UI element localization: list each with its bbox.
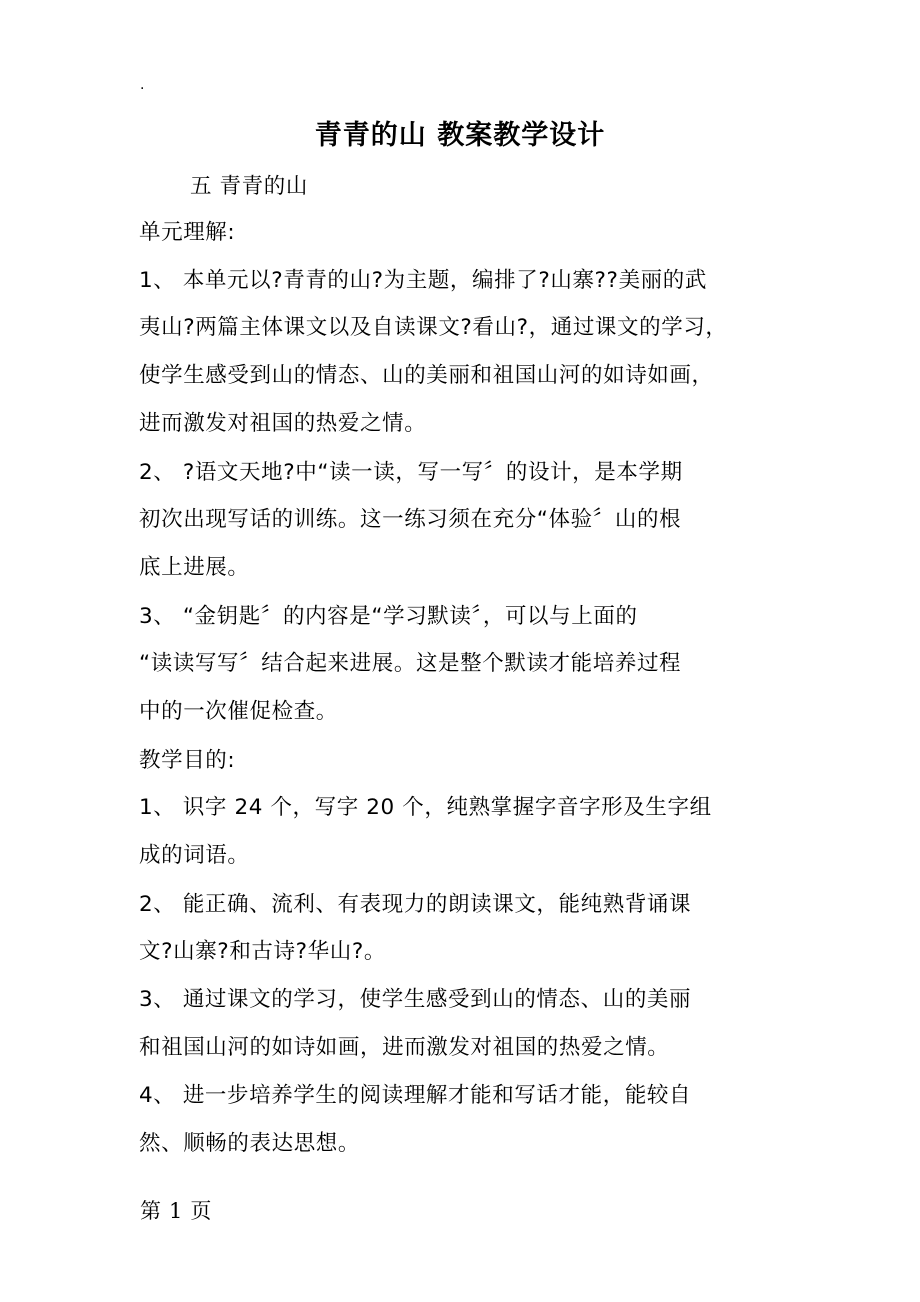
goal-line: 然、顺畅的表达思想。 [139,1131,361,1156]
unit-line: 进而激发对祖国的热爱之情。 [139,411,427,436]
unit-line: 中的一次催促检查。 [139,699,338,724]
unit-line: 底上进展。 [139,555,250,580]
footer-suffix: 页 [190,1199,212,1223]
lesson-subtitle: 五 青青的山 [190,174,308,199]
unit-line: 3、 “金钥匙〞的内容是“学习默读〞，可以与上面的 [139,604,638,629]
goal-line: 文?山寨?和古诗?华山?。 [139,939,386,964]
goal-line: 成的词语。 [139,843,250,868]
unit-line: 使学生感受到山的情态、山的美丽和祖国山河的如诗如画， [139,363,714,388]
document-title: 青青的山 教案教学设计 [314,120,606,151]
goal-line: 2、 能正确、流利、有表现力的朗读课文，能纯熟背诵课 [139,892,692,917]
page-number: 1 [169,1199,183,1223]
page-footer [140,1196,211,1226]
goal-heading: 教学目的: [139,748,236,773]
goal-line: 1、 识字 24 个，写字 20 个，纯熟掌握字音字形及生字组 [139,795,712,820]
unit-line: 1、 本单元以?青青的山?为主题，编排了?山寨??美丽的武 [139,268,707,293]
unit-line: 初次出现写话的训练。这一练习须在充分“体验〞山的根 [139,507,682,532]
goal-line: 3、 通过课文的学习，使学生感受到山的情态、山的美丽 [139,987,692,1012]
goal-line: 4、 进一步培养学生的阅读理解才能和写话才能，能较自 [139,1083,692,1108]
unit-line: 2、 ?语文天地?中“读一读，写一写〞的设计，是本学期 [139,460,683,485]
unit-heading: 单元理解: [139,220,236,245]
corner-mark: . [140,77,145,93]
goal-line: 和祖国山河的如诗如画，进而激发对祖国的热爱之情。 [139,1035,670,1060]
unit-line: 夷山?两篇主体课文以及自读课文?看山?，通过课文的学习， [139,315,728,340]
footer-prefix: 第 [140,1199,161,1223]
unit-line: “读读写写〞结合起来进展。这是整个默读才能培养过程 [139,651,682,676]
